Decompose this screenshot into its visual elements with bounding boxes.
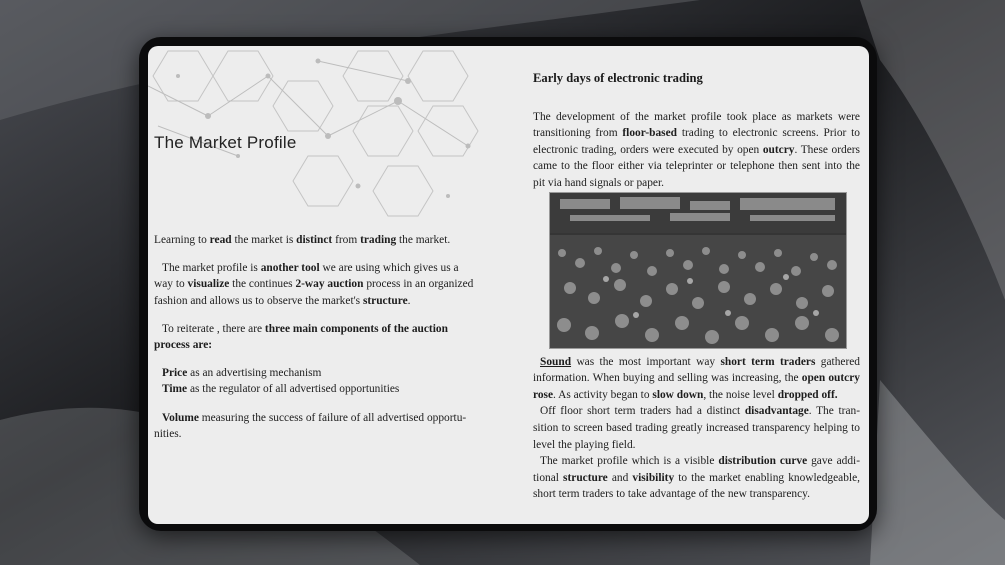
list-item: Time as the regulator of all advertised opportunities bbox=[162, 383, 400, 396]
right-column bbox=[533, 70, 860, 503]
section-heading: Early days of electronic trading bbox=[533, 71, 703, 85]
list-item: Price as an advertising mechanism bbox=[162, 367, 322, 380]
disadvantage-paragraph: Off floor short term traders had a distinct disadvantage. The transition to screen based trading greatly increased transparency helping to level the playing field. bbox=[533, 405, 860, 451]
trading-floor-photo-icon bbox=[549, 192, 847, 349]
sound-paragraph: Sound was the most important way short term traders gathered information. When buying and selling was increasing, the open outcry rose. As activity began to slow down, the noise level dropped off. bbox=[533, 355, 860, 401]
volume-paragraph: Volume measuring the success of failure of all advertised opportunities. bbox=[154, 411, 467, 440]
intro-paragraph: Learning to read the market is distinct from trading the market. bbox=[154, 234, 451, 246]
page-title: The Market Profile bbox=[154, 133, 297, 152]
components-paragraph: To reiterate , there are three main components of the auction process are: bbox=[154, 322, 448, 352]
distribution-paragraph: The market profile which is a visible distribution curve gave additional structure and visibility to the market enabling knowledgeable, short term traders to take advantage of the new transparency. bbox=[533, 455, 860, 501]
tool-paragraph: The market profile is another tool we are using which gives us a way to visualize the continues 2-way auction process in an organized fashion and allows us to observe the market's structure. bbox=[154, 262, 474, 307]
left-column bbox=[154, 232, 474, 454]
development-paragraph: The development of the market profile took place as markets were transitioning from floor-based trading to electronic screens. Prior to electronic trading, orders were executed by open outcry. These orders came to the floor either via teleprinter or telephone then sent into the pit via hand signals or paper. bbox=[533, 110, 860, 189]
document-page bbox=[148, 46, 869, 524]
components-list bbox=[162, 365, 474, 397]
